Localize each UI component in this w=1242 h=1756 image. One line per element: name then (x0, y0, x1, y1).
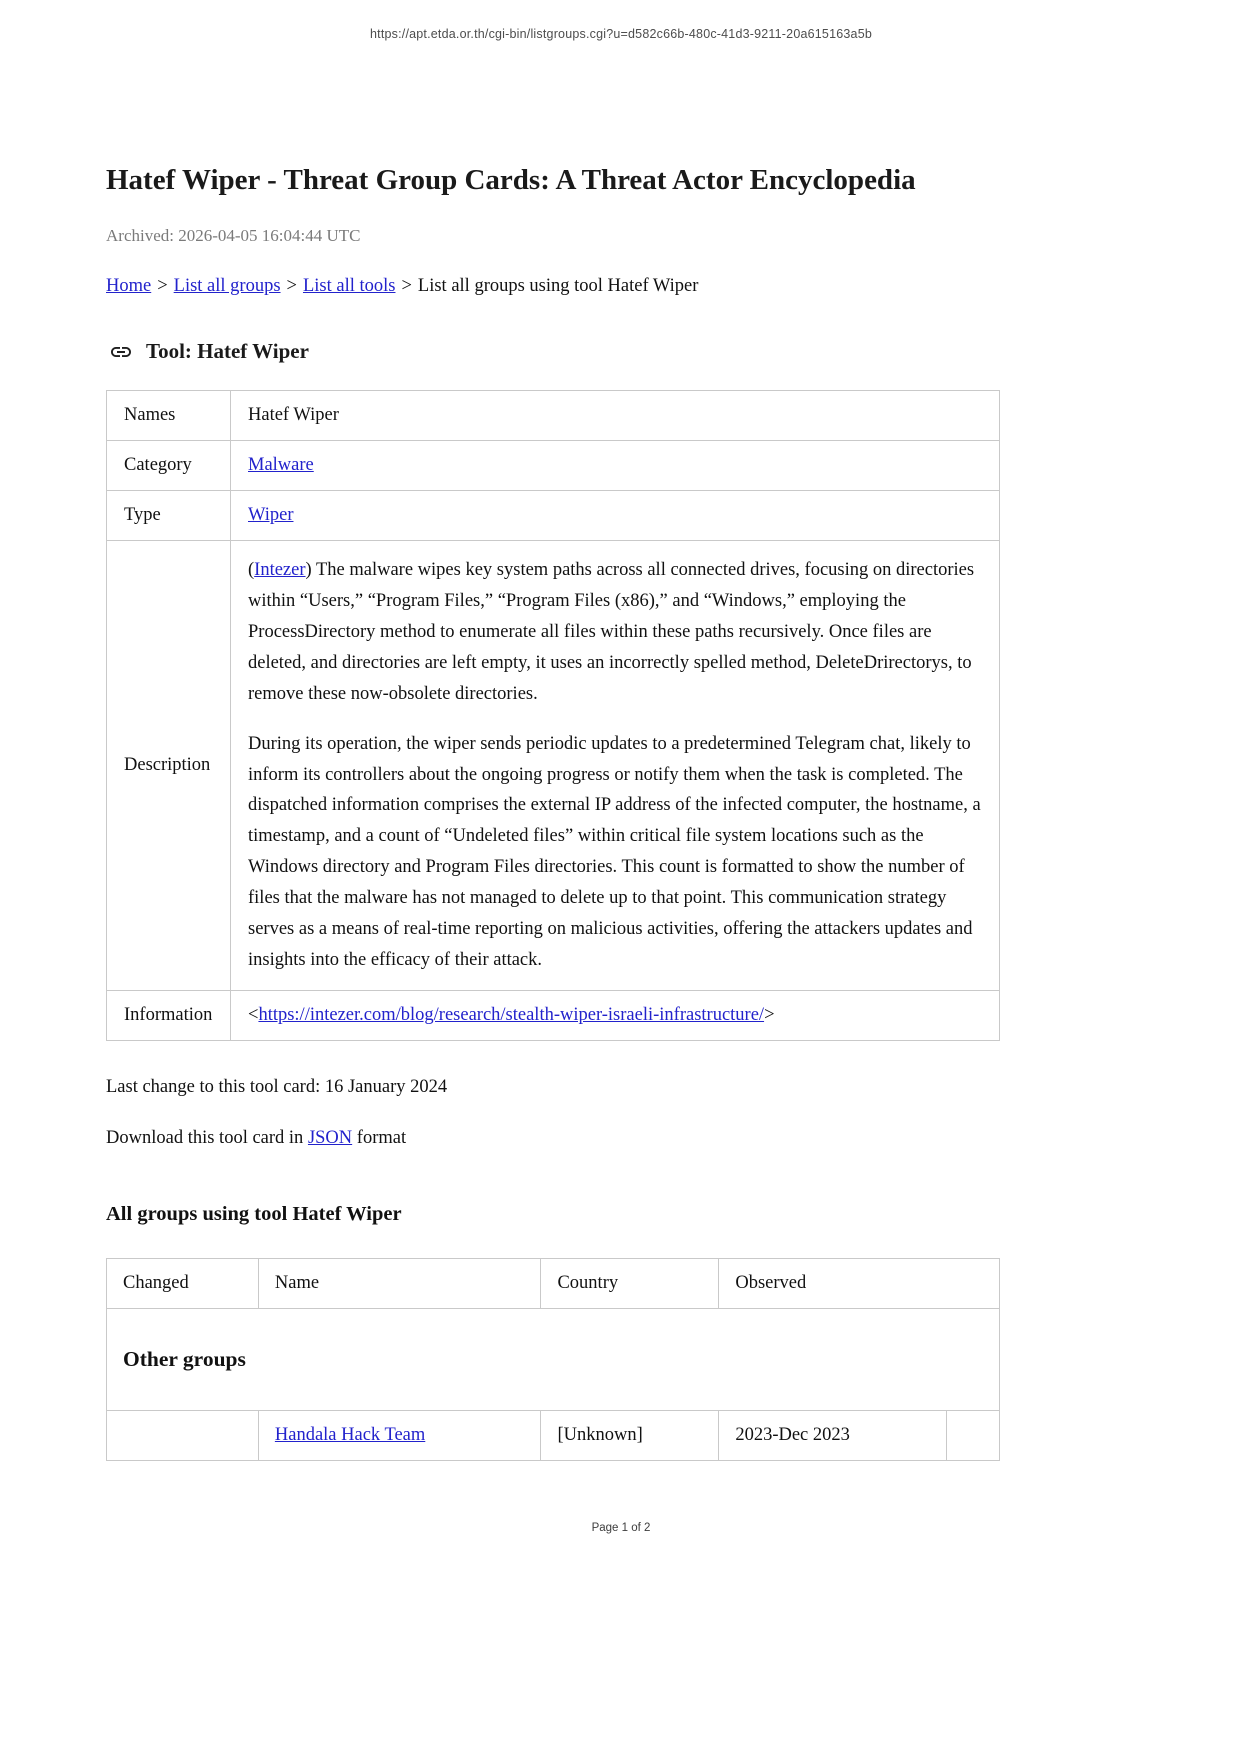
breadcrumb-list-all-tools-link[interactable]: List all tools (302, 276, 396, 297)
category-label: Category (107, 441, 231, 491)
description-label: Description (107, 541, 231, 991)
group-handala-link[interactable]: Handala Hack Team (274, 1424, 426, 1445)
information-value (231, 990, 1000, 1040)
breadcrumb (106, 276, 1000, 297)
group-changed-cell (107, 1410, 259, 1460)
breadcrumb-home-link[interactable]: Home (106, 276, 152, 297)
information-suffix: > (764, 1004, 775, 1025)
other-groups-label: Other groups (107, 1308, 1000, 1410)
page-number-footer: Page 1 of 2 (591, 1522, 651, 1534)
breadcrumb-separator: > (286, 276, 297, 297)
type-label: Type (107, 491, 231, 541)
groups-section-heading: All groups using tool Hatef Wiper (106, 1202, 402, 1225)
tool-heading-label: Tool: Hatef Wiper (146, 339, 309, 364)
page-title: Hatef Wiper - Threat Group Cards: A Threat Actor Encyclopedia (106, 164, 916, 196)
type-value (231, 491, 1000, 541)
header-changed: Changed (107, 1258, 259, 1308)
groups-table (106, 1258, 1000, 1461)
other-groups-row (107, 1308, 1000, 1410)
description-p1-text: ) The malware wipes key system paths across all connected drives, focusing on directories within “Users,” “Program Files,” “Program Files (x86),” and “Windows,” employing the ProcessDirectory method to enumerate all files within these paths recursively. Once files are deleted, and directories are left empty, it uses an incorrectly spelled method, DeleteDrirectorys, to remove these now-obsolete directories. (248, 560, 975, 704)
names-label: Names (107, 391, 231, 441)
table-row-names (107, 391, 1000, 441)
header-name: Name (258, 1258, 541, 1308)
group-name-cell (258, 1410, 541, 1460)
tool-card-table (106, 390, 1000, 1041)
category-malware-link[interactable]: Malware (248, 455, 314, 476)
table-row-type (107, 491, 1000, 541)
names-value: Hatef Wiper (231, 391, 1000, 441)
download-suffix: format (352, 1127, 407, 1148)
group-spacer-cell (947, 1410, 1000, 1460)
breadcrumb-current: List all groups using tool Hatef Wiper (417, 276, 699, 297)
table-row-information (107, 990, 1000, 1040)
information-prefix: < (248, 1004, 259, 1025)
link-icon (106, 340, 136, 364)
last-change-note: Last change to this tool card: 16 January 2024 (106, 1076, 448, 1097)
tool-heading (106, 339, 1000, 364)
type-wiper-link[interactable]: Wiper (248, 505, 294, 526)
description-p1-prefix: ( (248, 560, 255, 581)
breadcrumb-separator: > (157, 276, 168, 297)
information-label: Information (107, 990, 231, 1040)
description-value (231, 541, 1000, 991)
description-paragraph-2: During its operation, the wiper sends periodic updates to a predetermined Telegram chat, likely to inform its controllers about the ongoing progress or notify them when the task is completed. The dispatched information comprises the external IP address of the infected computer, the hostname, a timestamp, and a count of “Undeleted files” within critical file system locations such as the Windows directory and Program Files directories. This count is formatted to show the number of files that the malware has not managed to delete up to that point. This communication strategy serves as a means of real-time reporting on malicious activities, offering the attackers updates and insights into the efficacy of their attack. (248, 733, 981, 970)
table-row (107, 1410, 1000, 1460)
download-json-link[interactable]: JSON (307, 1127, 353, 1148)
main-content (106, 0, 1000, 1461)
groups-header-row (107, 1258, 1000, 1308)
group-country-cell: [Unknown] (541, 1410, 719, 1460)
breadcrumb-separator: > (401, 276, 412, 297)
table-row-category (107, 441, 1000, 491)
information-url-link[interactable]: https://intezer.com/blog/research/stealth-wiper-israeli-infrastructure/ (258, 1004, 765, 1025)
print-header-url: https://apt.etda.or.th/cgi-bin/listgroups.cgi?u=d582c66b-480c-41d3-9211-20a615163a5b (370, 27, 872, 41)
intezer-link[interactable]: Intezer (254, 560, 306, 581)
header-country: Country (541, 1258, 719, 1308)
category-value (231, 441, 1000, 491)
header-observed: Observed (719, 1258, 1000, 1308)
description-paragraph-1 (248, 555, 982, 709)
download-line (106, 1128, 1000, 1149)
table-row-description (107, 541, 1000, 991)
archived-timestamp: Archived: 2026-04-05 16:04:44 UTC (106, 226, 361, 246)
breadcrumb-list-all-groups-link[interactable]: List all groups (173, 276, 281, 297)
download-prefix: Download this tool card in (106, 1127, 308, 1148)
group-observed-cell: 2023-Dec 2023 (719, 1410, 947, 1460)
